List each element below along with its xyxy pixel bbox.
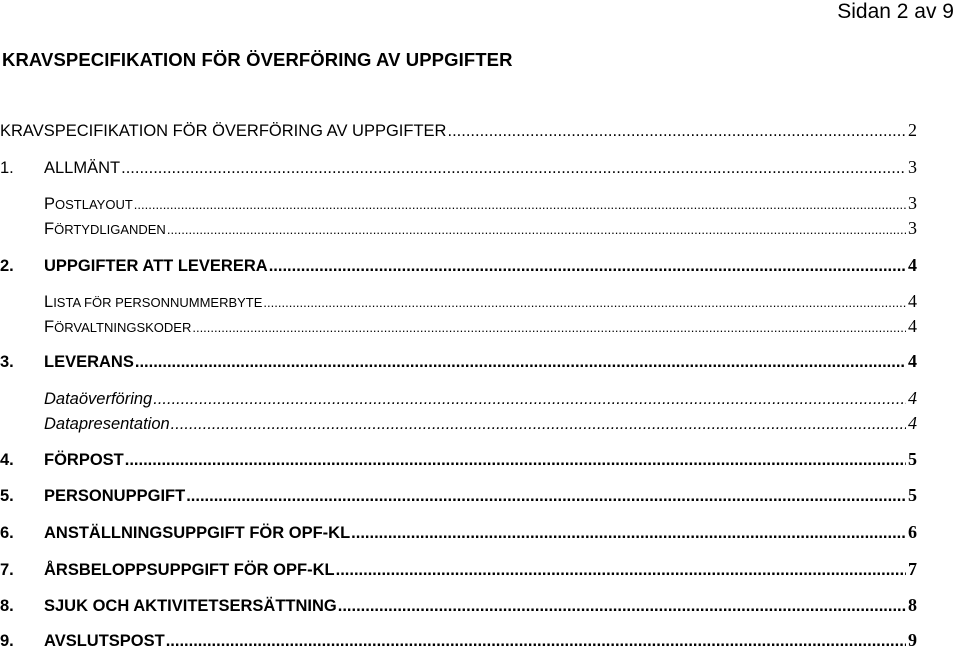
toc-dot-leader [447, 120, 906, 142]
toc-entry-page: 3 [908, 218, 917, 238]
toc-dot-leader [167, 219, 906, 241]
toc-dot-leader [134, 194, 906, 216]
toc-entry-label: KRAVSPECIFIKATION FÖR ÖVERFÖRING AV UPPGIFTER [0, 122, 447, 140]
document-title: KRAVSPECIFIKATION FÖR ÖVERFÖRING AV UPPGIFTER [2, 49, 513, 70]
toc-dot-leader [121, 157, 906, 179]
page-number: Sidan 2 av 9 [837, 0, 954, 23]
toc-dot-leader [338, 595, 906, 617]
toc-entry-label: AVSLUTSPOST [44, 632, 165, 650]
toc-entry-label: ANSTÄLLNINGSUPPGIFT FÖR OPF-KL [44, 524, 351, 542]
toc-dot-leader [153, 388, 906, 410]
toc-entry-page: 2 [908, 120, 917, 140]
toc-entry-page: 4 [908, 316, 917, 336]
toc-entry-forvaltningskoder[interactable] [44, 315, 917, 337]
toc-dot-leader [336, 559, 906, 581]
toc-entry-number: 4. [0, 451, 14, 469]
toc-dot-leader [125, 449, 906, 471]
toc-entry-page: 4 [908, 388, 917, 408]
toc-entry-page: 3 [908, 193, 917, 213]
toc-entry-page: 5 [908, 449, 917, 469]
toc-entry-label: SJUK OCH AKTIVITETSERSÄTTNING [44, 597, 337, 615]
toc-entry-label: ÅRSBELOPPSUPPGIFT FÖR OPF-KL [44, 561, 335, 579]
toc-entry-number: 7. [0, 561, 14, 579]
toc-entry-page: 4 [908, 413, 917, 433]
toc-entry-fortydliganden[interactable] [44, 217, 917, 239]
toc-entry-page: 6 [908, 522, 917, 542]
toc-entry-lista-personnummerbyte[interactable] [44, 290, 917, 312]
toc-entry-page: 9 [908, 630, 917, 650]
toc-entry-page: 4 [908, 291, 917, 311]
toc-dot-leader [135, 351, 906, 373]
toc-entry-label: LISTA FÖR PERSONNUMMERBYTE [44, 293, 263, 311]
toc-entry-avslutspost[interactable] [0, 629, 917, 651]
toc-entry-dataoverforing[interactable] [44, 387, 917, 409]
toc-entry-label: FÖRVALTNINGSKODER [44, 318, 192, 336]
toc-entry-label: POSTLAYOUT [44, 195, 133, 213]
toc-entry-anstallningsuppgift[interactable] [0, 521, 917, 543]
toc-entry-page: 8 [908, 595, 917, 615]
toc-entry-page: 7 [908, 559, 917, 579]
toc-entry-label: PERSONUPPGIFT [44, 487, 186, 505]
toc-entry-number: 2. [0, 257, 14, 275]
toc-entry-sjuk-aktivitetsersattning[interactable] [0, 594, 917, 616]
toc-entry-uppgifter-att-leverera[interactable] [0, 254, 917, 276]
toc-dot-leader [263, 292, 906, 314]
toc-entry-label: LEVERANS [44, 353, 134, 371]
toc-entry-number: 8. [0, 597, 14, 615]
toc-dot-leader [351, 522, 906, 544]
toc-entry-label: ALLMÄNT [44, 159, 121, 177]
toc-dot-leader [171, 413, 906, 435]
toc-entry-label: FÖRTYDLIGANDEN [44, 220, 166, 238]
toc-entry-number: 5. [0, 487, 14, 505]
toc-entry-label: Datapresentation [44, 415, 170, 433]
toc-entry-datapresentation[interactable] [44, 412, 917, 434]
toc-entry-label: UPPGIFTER ATT LEVERERA [44, 257, 268, 275]
toc-dot-leader [269, 255, 906, 277]
toc-entry-page: 3 [908, 157, 917, 177]
toc-dot-leader [166, 630, 906, 652]
toc-entry-title[interactable] [0, 119, 917, 141]
toc-entry-arsbeloppsuppgift[interactable] [0, 558, 917, 580]
toc-dot-leader [192, 317, 906, 339]
toc-entry-page: 4 [908, 351, 917, 371]
toc-dot-leader [186, 485, 906, 507]
toc-entry-number: 1. [0, 159, 14, 177]
toc-entry-personuppgift[interactable] [0, 484, 917, 506]
toc-entry-page: 4 [908, 255, 917, 275]
toc-entry-postlayout[interactable] [44, 192, 917, 214]
toc-entry-label: FÖRPOST [44, 451, 124, 469]
toc-entry-leverans[interactable] [0, 350, 917, 372]
toc-entry-number: 9. [0, 632, 14, 650]
toc-entry-forpost[interactable] [0, 448, 917, 470]
toc-entry-number: 6. [0, 524, 14, 542]
toc-entry-page: 5 [908, 485, 917, 505]
toc-entry-allmant[interactable] [0, 156, 917, 178]
toc-entry-label: Dataöverföring [44, 390, 153, 408]
toc-entry-number: 3. [0, 353, 14, 371]
